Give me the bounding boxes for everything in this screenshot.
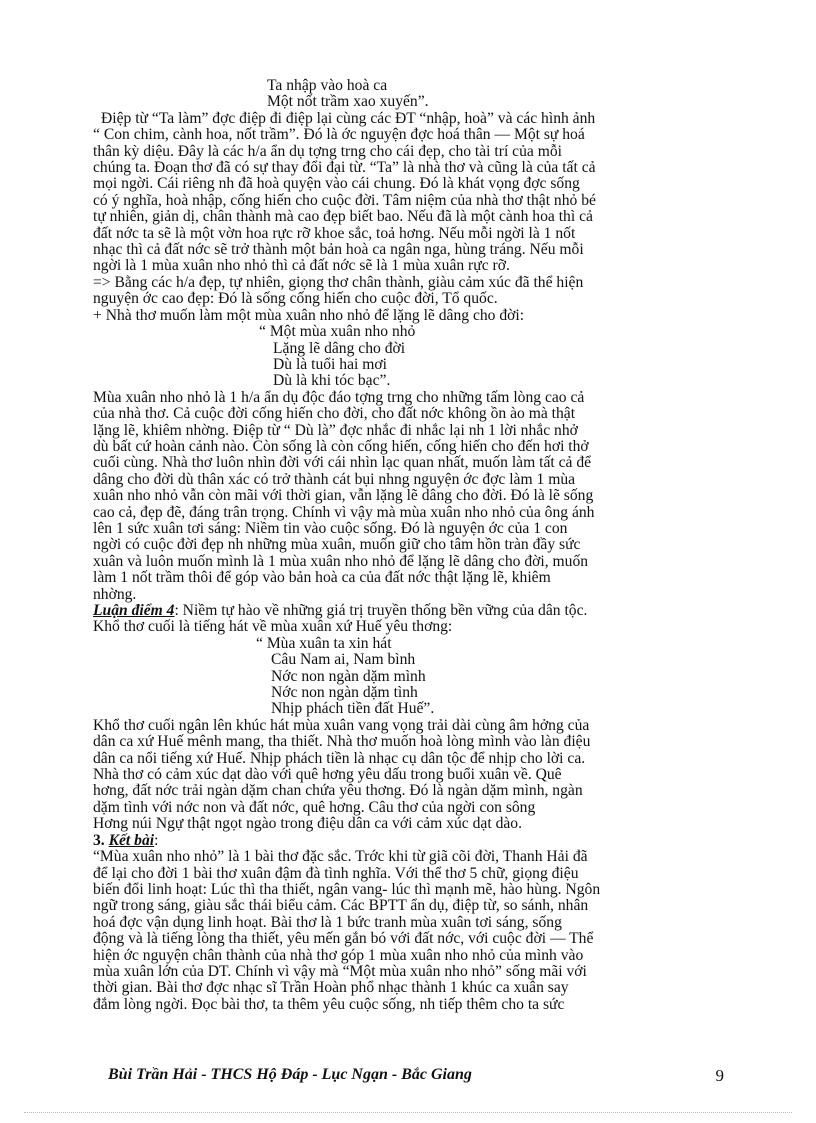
footer-author: Bùi Trần Hải - THCS Hộ Đáp - Lục Ngạn - Bắc Giang [108,1066,472,1083]
paragraph-line: lên 1 sức xuân tơi sáng: Niềm tin vào cuộc sống. Đó là nguyện ớc của 1 con [93,519,568,537]
paragraph-line: thân kỳ diệu. Đây là các h/a ẩn dụ tợng trng cho cái đẹp, cho tài trí của mỗi [93,142,562,160]
paragraph-line: để lại cho đời 1 bài thơ xuân đậm đà tình nghĩa. Với thể thơ 5 chữ, giọng điệu [93,864,579,882]
paragraph-line: mùa xuân lớn của DT. Chính vì vậy mà “Một mùa xuân nho nhỏ” sống mãi với [93,962,587,980]
paragraph-line: của nhà thơ. Cả cuộc đời cống hiến cho đời, cho đất nớc không ồn ào mà thật [93,405,576,423]
paragraph-line: hiện ớc nguyện chân thành của nhà thơ góp 1 mùa xuân nho nhỏ của mình vào [93,946,584,964]
paragraph-line: Hơng núi Ngự thật ngọt ngào trong điệu dân ca với cảm xúc dạt dào. [93,815,522,833]
paragraph-line: => Bằng các h/a đẹp, tự nhiên, giọng thơ chân thành, giàu cảm xúc đã thể hiện [93,273,584,291]
footer-divider [24,1112,792,1113]
ket-bai-label: Kết bài [108,831,155,849]
paragraph-line: chúng ta. Đoạn thơ đã có sự thay đổi đại từ. “Ta” là nhà thơ và cũng là của tất cả [93,159,596,177]
paragraph-line: tự nhiên, giản dị, chân thành mà cao đẹp biết bao. Nếu đã là một cành hoa thì cả [93,208,593,226]
paragraph-line: ngời là 1 mùa xuân nho nhỏ thì cả đất nớc sẽ là 1 mùa xuân rực rỡ. [93,257,510,275]
poem-line: Câu Nam ai, Nam bình [271,651,416,669]
poem-line: Dù là khi tóc bạc”. [273,372,391,390]
paragraph-line: xuân và luôn muốn mình là 1 mùa xuân nho nhỏ để lặng lẽ dâng cho đời, muốn [93,552,589,570]
paragraph-line: đất nớc ta sẽ là một vờn hoa rực rỡ khoe sắc, toả hơng. Nếu mỗi ngời là 1 nốt [93,224,576,242]
page-number: 9 [715,1066,724,1085]
paragraph-line: làm 1 nốt trầm thôi để góp vào bản hoà ca của đất nớc thật lặng lẽ, khiêm [93,569,551,587]
poem-line: Nớc non ngàn dặm tình [271,684,418,702]
paragraph-line: + Nhà thơ muốn làm một mùa xuân nho nhỏ để lặng lẽ dâng cho đời: [93,306,525,324]
paragraph-line: lặng lẽ, khiêm nhờng. Điệp từ “ Dù là” đợc nhắc đi nhắc lại nh 1 lời nhắc nhở [93,421,578,439]
paragraph-line: “Mùa xuân nho nhỏ” là 1 bài thơ đặc sắc. Trớc khi từ giã cõi đời, Thanh Hải đã [93,848,588,866]
paragraph-line: hoá đợc vận dụng linh hoạt. Bài thơ là 1 bức tranh mùa xuân tơi sáng, sống [93,913,562,931]
paragraph-line: đắm lòng ngời. Đọc bài thơ, ta thêm yêu cuộc sống, nh tiếp thêm cho ta sức [93,995,565,1013]
poem-line: Ta nhập vào hoà ca [267,77,388,94]
paragraph-line: Nhà thơ có cảm xúc dạt dào với quê hơng yêu dấu trong buổi xuân về. Quê [93,766,562,784]
paragraph-line: Mùa xuân nho nhỏ là 1 h/a ẩn dụ độc đáo tợng trng cho những tấm lòng cao cả [93,388,585,406]
paragraph-line: Điệp từ “Ta làm” đợc điệp đi điệp lại cùng các ĐT “nhập, hoà” và các hình ảnh [101,109,596,127]
paragraph-line: có ý nghĩa, hoà nhập, cống hiến cho cuộc đời. Tâm niệm của nhà thơ thật nhỏ bé [93,191,596,209]
paragraph-line: dân ca nổi tiếng xứ Huế. Nhịp phách tiền là nhạc cụ dân tộc để nhịp cho lời ca. [93,749,586,767]
paragraph-line: dặm tình với nớc non và đất nớc, quê hơng. Câu thơ của ngời con sông [93,798,536,816]
paragraph-line: cao cả, đẹp đẽ, đáng trân trọng. Chính vì vậy mà mùa xuân nho nhỏ của ông ánh [93,503,595,521]
paragraph-line: dù bất cứ hoàn cảnh nào. Còn sống là còn cống hiến, cống hiến cho đến hơi thở [93,437,589,455]
paragraph-line: ngữ trong sáng, giàu sắc thái biểu cảm. Các BPTT ẩn dụ, điệp từ, so sánh, nhân [93,897,589,915]
paragraph-line: “ Con chim, cành hoa, nốt trầm”. Đó là ớc nguyện đợc hoá thân — Một sự hoá [93,126,585,144]
section-heading-ket-bai [93,833,723,849]
paragraph-line: dân ca xứ Huế mênh mang, tha thiết. Nhà thơ muốn hoà lòng mình vào làn điệu [93,733,591,751]
poem-line: “ Mùa xuân ta xin hát [256,634,392,652]
document-body [93,78,723,1013]
paragraph-line: cuối cùng. Nhà thơ luôn nhìn đời với cái nhìn lạc quan nhất, muốn làm tất cả để [93,454,592,472]
paragraph-line: động và là tiếng lòng tha thiết, yêu mến gắn bó với đất nớc, với cuộc đời — Thể [93,930,594,948]
luan-diem-text: : Niềm tự hào về những giá trị truyền thống bền vững của dân tộc. [174,602,588,619]
paragraph-line: nguyện ớc cao đẹp: Đó là sống cống hiến cho cuộc đời, Tổ quốc. [93,290,498,308]
paragraph-line: nhờng. [93,585,137,603]
paragraph-line: Khổ thơ cuối là tiếng hát về mùa xuân xứ Huế yêu thơng: [93,618,453,636]
poem-line: Lặng lẽ dâng cho đời [273,339,406,357]
poem-line: Nớc non ngàn dặm mình [271,667,426,685]
paragraph-line: xuân nho nhỏ vẫn còn mãi với thời gian, vẫn lặng lẽ dâng cho đời. Đó là lẽ sống [93,487,594,505]
ket-bai-number: 3. [93,831,105,849]
paragraph-line: dâng cho đời dù thân xác có trở thành cát bụi nhng nguyện ớc đợc làm 1 mùa [93,470,576,488]
page-footer [108,1066,724,1086]
poem-line: “ Một mùa xuân nho nhỏ [259,323,416,341]
paragraph-line: Khổ thơ cuối ngân lên khúc hát mùa xuân vang vọng trải dài cùng âm hởng của [93,716,590,734]
ket-bai-colon: : [154,831,159,849]
paragraph-line: thời gian. Bài thơ đợc nhạc sĩ Trần Hoàn phổ nhạc thành 1 khúc ca xuân say [93,979,569,997]
poem-line: Dù là tuổi hai mơi [273,355,387,373]
paragraph-line: biến đổi linh hoạt: Lúc thì tha thiết, ngân vang- lúc thì mạnh mẽ, hào hùng. Ngôn [93,880,601,898]
paragraph-line: ngời có cuộc đời đẹp nh những mùa xuân, muốn giữ cho tâm hồn tràn đầy sức [93,536,581,554]
poem-line: Nhịp phách tiền đất Huế”. [271,700,435,718]
paragraph-line: hơng, đất nớc trải ngàn dặm chan chứa yêu thơng. Đó là ngàn dặm mình, ngàn [93,782,583,800]
section-heading-luan-diem-4 [93,603,723,619]
luan-diem-label: Luận điểm 4 [93,602,175,619]
paragraph-line: mọi ngời. Cái riêng nh đã hoà quyện vào cái chung. Đó là khát vọng đợc sống [93,175,580,193]
paragraph-line: nhạc thì cả đất nớc sẽ trở thành một bản hoà ca ngân nga, hùng tráng. Nếu mỗi [93,241,584,259]
poem-line: Một nốt trầm xao xuyến”. [267,93,429,111]
